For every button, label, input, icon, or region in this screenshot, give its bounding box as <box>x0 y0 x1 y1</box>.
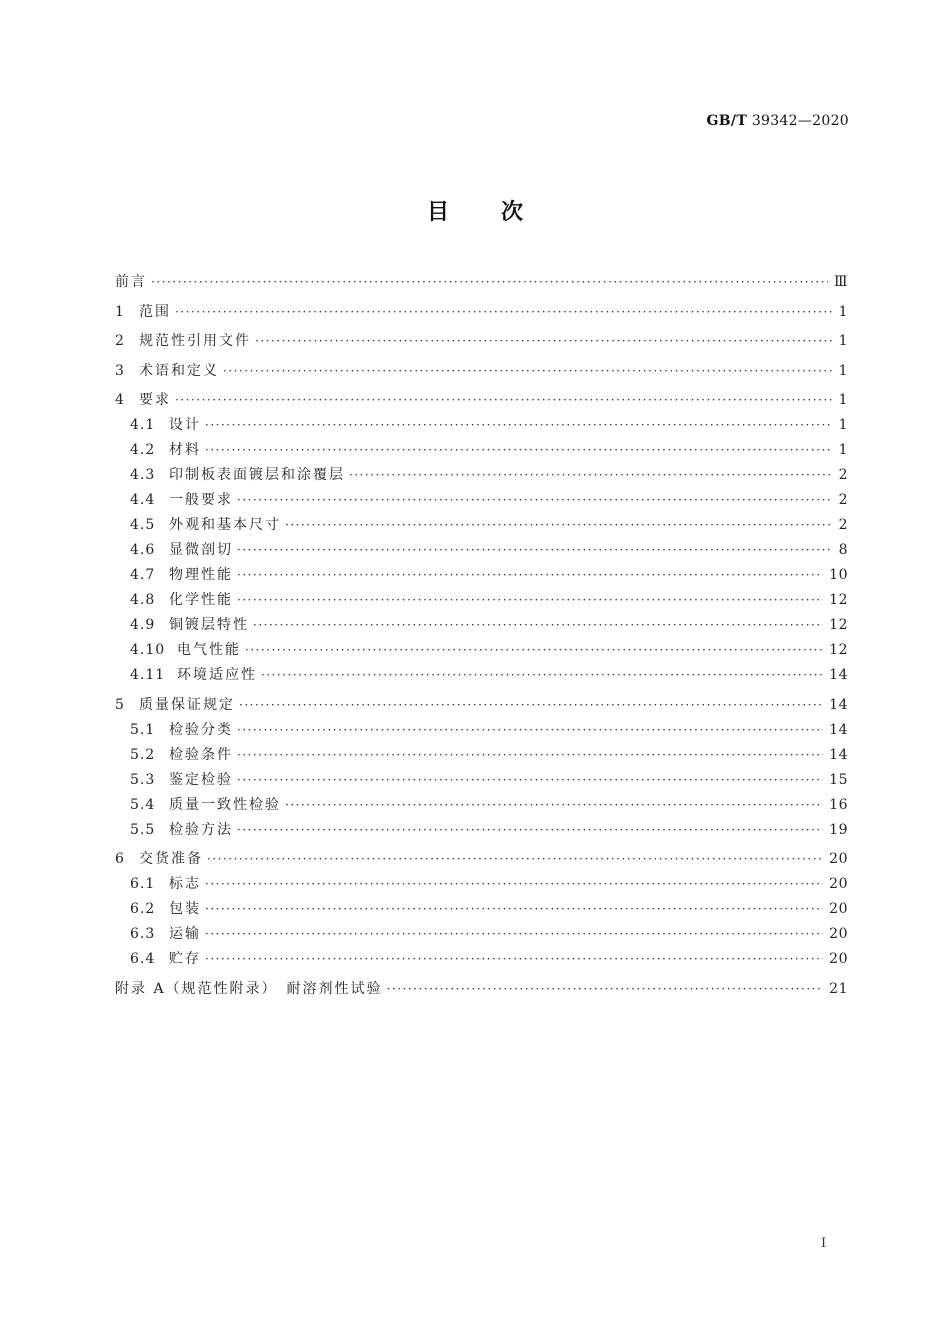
toc-entry-label: 物理性能 <box>169 567 233 583</box>
toc-entry-label: 包装 <box>169 901 201 917</box>
toc-dot-leader <box>205 947 823 972</box>
toc-entry[interactable] <box>115 793 848 818</box>
toc-entry-number: 1 <box>115 303 125 320</box>
toc-entry-page: 1 <box>838 392 848 408</box>
toc-entry-page: 20 <box>829 876 848 892</box>
toc-entry-page: Ⅲ <box>833 274 848 290</box>
toc-entry-label: 附录 A（规范性附录） 耐溶剂性试验 <box>115 980 383 997</box>
toc-entry-number: 6.4 <box>130 951 156 967</box>
toc-entry-page: 2 <box>838 492 848 508</box>
toc-entry-page: 21 <box>829 980 848 997</box>
toc-dot-leader <box>237 743 823 768</box>
toc-entry-number: 5 <box>115 696 125 713</box>
standard-number: 39342—2020 <box>751 113 849 129</box>
toc-entry-page: 1 <box>838 417 848 433</box>
toc-entry-label: 规范性引用文件 <box>139 333 251 349</box>
toc-entry-number: 4.8 <box>130 592 156 608</box>
toc-entry-number: 6.3 <box>130 926 156 942</box>
toc-entry-number: 4.9 <box>130 617 156 633</box>
toc-entry[interactable] <box>115 538 848 563</box>
toc-entry-label: 运输 <box>169 926 201 942</box>
toc-entry-label: 印制板表面镀层和涂覆层 <box>169 467 345 483</box>
toc-dot-leader <box>261 663 823 688</box>
toc-entry[interactable] <box>115 300 848 325</box>
toc-entry-number: 6 <box>115 851 125 867</box>
toc-entry[interactable] <box>115 897 848 922</box>
toc-entry[interactable] <box>115 438 848 463</box>
toc-entry-number: 5.1 <box>130 721 156 738</box>
toc-entry-label: 范围 <box>139 303 171 320</box>
toc-entry-page: 14 <box>829 721 848 738</box>
toc-entry-label: 质量保证规定 <box>139 696 235 713</box>
toc-dot-leader <box>175 300 833 325</box>
toc-entry-label: 材料 <box>169 442 201 458</box>
toc-dot-leader <box>245 638 823 663</box>
toc-entry-page: 10 <box>829 567 848 583</box>
toc-entry-page: 20 <box>829 851 848 867</box>
toc-entry[interactable] <box>115 638 848 663</box>
toc-entry-page: 1 <box>838 333 848 349</box>
toc-entry-number: 6.2 <box>130 901 156 917</box>
toc-entry-label: 交货准备 <box>139 851 203 867</box>
toc-entry[interactable] <box>115 718 848 743</box>
toc-entry-number: 6.1 <box>130 876 156 892</box>
toc-dot-leader <box>285 793 823 818</box>
toc-entry-number: 4.4 <box>130 492 156 508</box>
toc-entry[interactable] <box>115 872 848 897</box>
toc-entry-page: 1 <box>838 362 848 379</box>
toc-entry-label: 质量一致性检验 <box>169 796 281 813</box>
table-of-contents <box>115 270 848 1002</box>
toc-entry-page: 19 <box>829 821 848 838</box>
toc-entry[interactable] <box>115 513 848 538</box>
toc-dot-leader <box>151 270 828 295</box>
toc-entry[interactable] <box>115 359 848 384</box>
toc-entry-page: 12 <box>829 592 848 608</box>
toc-entry-page: 2 <box>838 517 848 533</box>
toc-entry-page: 14 <box>829 746 848 763</box>
toc-entry-number: 4.11 <box>130 667 166 683</box>
toc-dot-leader <box>205 897 823 922</box>
page-title: 目次 <box>426 200 575 225</box>
toc-entry-label: 要求 <box>139 392 171 408</box>
toc-entry-label: 鉴定检验 <box>169 771 233 788</box>
toc-entry-page: 2 <box>838 467 848 483</box>
toc-entry[interactable] <box>115 977 848 1002</box>
toc-entry-number: 4.10 <box>130 642 166 658</box>
toc-entry-label: 铜镀层特性 <box>169 617 249 633</box>
toc-entry-label: 一般要求 <box>169 492 233 508</box>
toc-entry-number: 5.3 <box>130 771 156 788</box>
toc-dot-leader <box>237 818 823 843</box>
toc-entry-number: 4.1 <box>130 417 156 433</box>
toc-entry[interactable] <box>115 329 848 354</box>
toc-dot-leader <box>207 847 823 872</box>
toc-dot-leader <box>285 513 833 538</box>
toc-entry[interactable] <box>115 563 848 588</box>
toc-entry-page: 1 <box>838 303 848 320</box>
toc-entry-number: 4.6 <box>130 542 156 558</box>
toc-entry[interactable] <box>115 663 848 688</box>
toc-entry-page: 15 <box>829 771 848 788</box>
toc-entry-label: 外观和基本尺寸 <box>169 517 281 533</box>
toc-entry[interactable] <box>115 818 848 843</box>
toc-entry[interactable] <box>115 847 848 872</box>
toc-entry-page: 14 <box>829 696 848 713</box>
toc-entry-number: 4.2 <box>130 442 156 458</box>
toc-entry[interactable] <box>115 922 848 947</box>
toc-dot-leader <box>237 768 823 793</box>
toc-entry-label: 设计 <box>169 417 201 433</box>
toc-entry[interactable] <box>115 743 848 768</box>
toc-dot-leader <box>175 388 833 413</box>
toc-entry-page: 20 <box>829 901 848 917</box>
toc-entry-label: 电气性能 <box>177 642 241 658</box>
toc-entry[interactable] <box>115 588 848 613</box>
toc-entry[interactable] <box>115 413 848 438</box>
toc-dot-leader <box>223 359 833 384</box>
toc-entry[interactable] <box>115 693 848 718</box>
toc-entry-label: 标志 <box>169 876 201 892</box>
standard-code <box>707 113 849 129</box>
toc-entry[interactable] <box>115 947 848 972</box>
toc-entry-page: 16 <box>829 796 848 813</box>
toc-entry-label: 术语和定义 <box>139 362 219 379</box>
toc-dot-leader <box>237 718 823 743</box>
toc-entry[interactable] <box>115 388 848 413</box>
toc-dot-leader <box>237 588 823 613</box>
toc-entry-page: 20 <box>829 951 848 967</box>
toc-dot-leader <box>205 438 833 463</box>
toc-dot-leader <box>253 613 823 638</box>
toc-dot-leader <box>205 872 823 897</box>
toc-entry-page: 12 <box>829 617 848 633</box>
toc-dot-leader <box>255 329 833 354</box>
toc-entry[interactable] <box>115 768 848 793</box>
toc-dot-leader <box>237 538 833 563</box>
toc-entry-number: 5.5 <box>130 821 156 838</box>
toc-entry-page: 8 <box>838 542 848 558</box>
toc-entry-page: 20 <box>829 926 848 942</box>
toc-entry-label: 贮存 <box>169 951 201 967</box>
toc-entry-number: 4.5 <box>130 517 156 533</box>
toc-entry-label: 环境适应性 <box>177 667 257 683</box>
toc-dot-leader <box>205 922 823 947</box>
toc-entry-page: 12 <box>829 642 848 658</box>
toc-entry[interactable] <box>115 463 848 488</box>
toc-entry-number: 4.3 <box>130 467 156 483</box>
toc-entry-number: 3 <box>115 362 125 379</box>
footer-page-number: I <box>821 1236 827 1251</box>
toc-entry-number: 4 <box>115 392 125 408</box>
toc-entry[interactable] <box>115 270 848 295</box>
toc-entry[interactable] <box>115 613 848 638</box>
toc-dot-leader <box>237 563 823 588</box>
toc-entry-number: 2 <box>115 333 125 349</box>
toc-entry-number: 5.2 <box>130 746 156 763</box>
toc-dot-leader <box>387 977 824 1002</box>
toc-dot-leader <box>349 463 833 488</box>
toc-entry-label: 检验分类 <box>169 721 233 738</box>
toc-dot-leader <box>239 693 823 718</box>
standard-prefix: GB/T <box>706 113 748 129</box>
toc-entry[interactable] <box>115 488 848 513</box>
toc-entry-label: 显微剖切 <box>169 542 233 558</box>
toc-dot-leader <box>237 488 833 513</box>
toc-entry-number: 5.4 <box>130 796 156 813</box>
toc-entry-label: 检验方法 <box>169 821 233 838</box>
toc-entry-page: 14 <box>829 667 848 683</box>
toc-dot-leader <box>205 413 833 438</box>
toc-entry-label: 检验条件 <box>169 746 233 763</box>
toc-entry-label: 化学性能 <box>169 592 233 608</box>
toc-entry-number: 4.7 <box>130 567 156 583</box>
toc-entry-label: 前言 <box>115 274 147 290</box>
toc-entry-page: 1 <box>838 442 848 458</box>
